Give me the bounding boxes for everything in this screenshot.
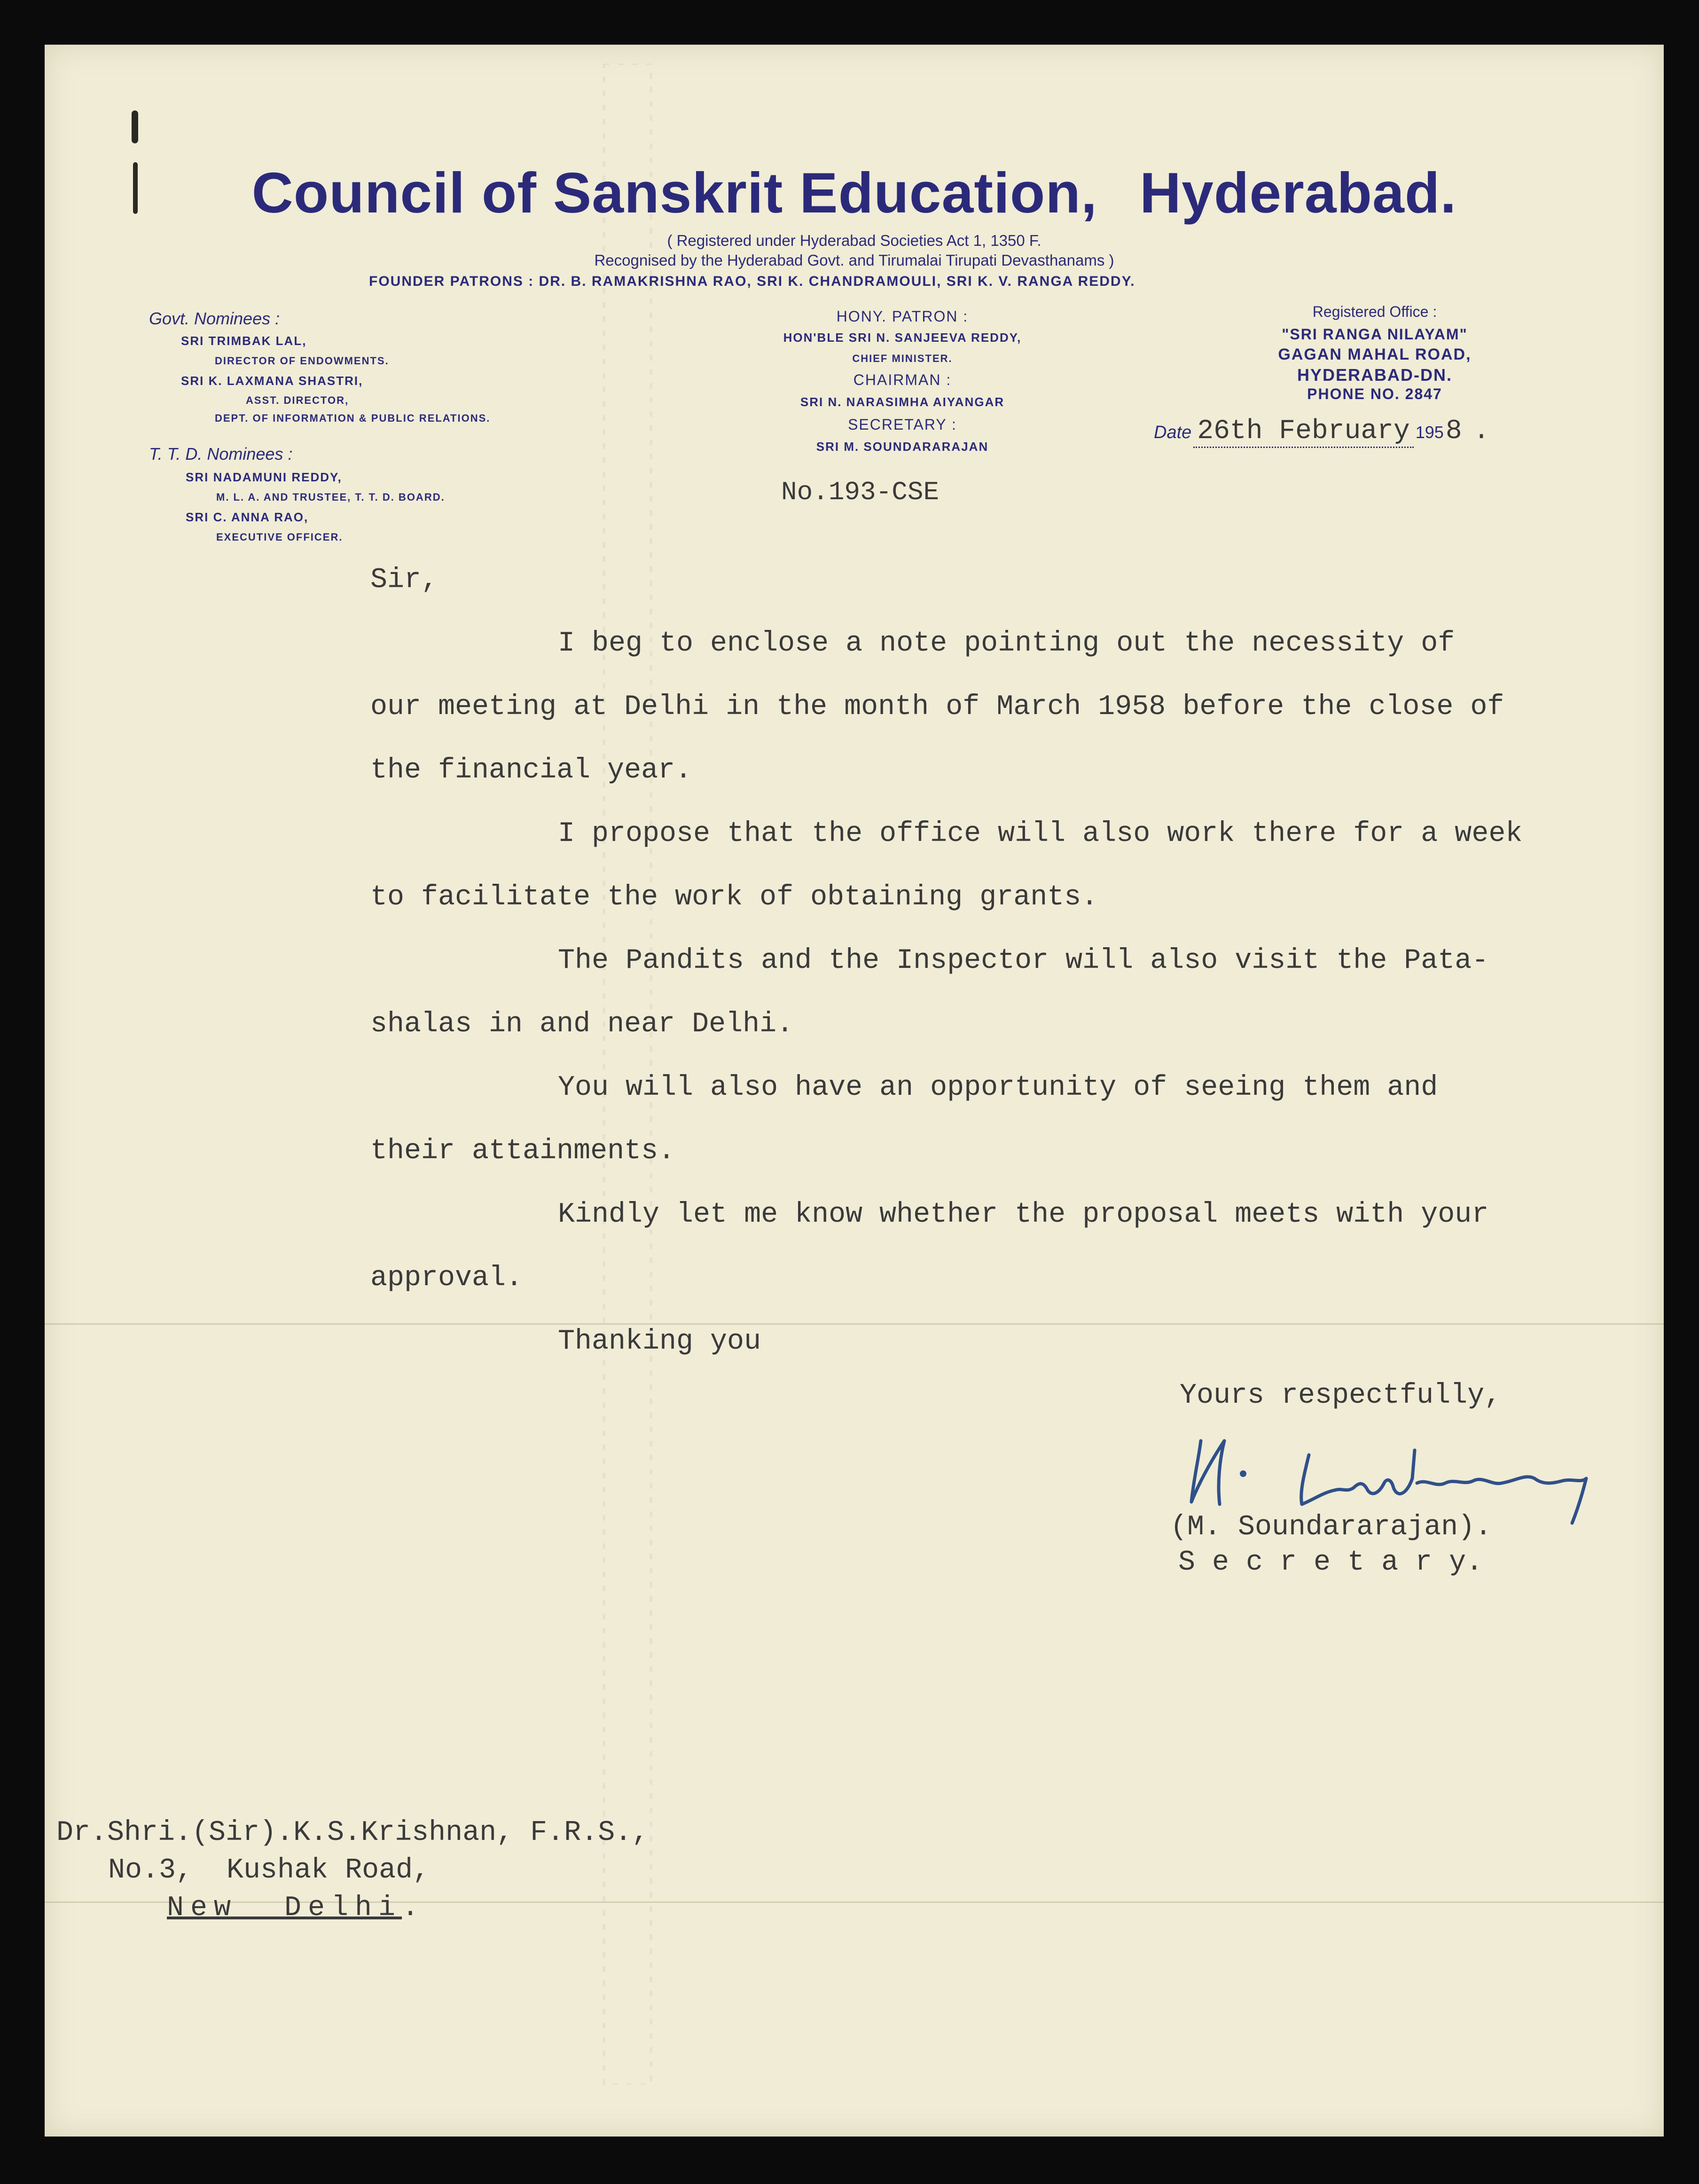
govt-nominee-1-role: DIRECTOR OF ENDOWMENTS.	[215, 355, 389, 367]
signatory-designation: S e c r e t a r y.	[1178, 1547, 1483, 1579]
secretary: SRI M. SOUNDARARAJAN	[816, 440, 989, 454]
hony-patron-heading: HONY. PATRON :	[836, 308, 969, 325]
date-line	[1154, 416, 1489, 447]
ttd-nominee-1: SRI NADAMUNI REDDY,	[186, 470, 342, 484]
body-line: I propose that the office will also work there for a week	[558, 818, 1523, 850]
fold-line	[45, 1323, 1664, 1325]
date-year-typed: 8	[1445, 416, 1462, 447]
chairman-heading: CHAIRMAN :	[853, 371, 952, 388]
address-city: New Delhi	[167, 1892, 402, 1924]
closing: Yours respectfully,	[1180, 1380, 1502, 1412]
hony-patron: HON'BLE SRI N. SANJEEVA REDDY,	[783, 330, 1022, 345]
address-line-3	[167, 1892, 419, 1924]
reference-number: No.193-CSE	[781, 477, 940, 507]
govt-nominee-1: SRI TRIMBAK LAL,	[181, 334, 307, 348]
body-line: You will also have an opportunity of seeing them and	[558, 1072, 1438, 1104]
registration-line: ( Registered under Hyderabad Societies Act 1, 1350 F.	[667, 232, 1041, 249]
ttd-nominees-heading: T. T. D. Nominees :	[149, 444, 293, 464]
govt-nominee-2: SRI K. LAXMANA SHASTRI,	[181, 374, 363, 388]
govt-nominees-heading: Govt. Nominees :	[149, 309, 280, 328]
hony-patron-role: CHIEF MINISTER.	[852, 353, 953, 364]
council-city: Hyderabad.	[1139, 161, 1457, 225]
ttd-nominee-2: SRI C. ANNA RAO,	[186, 510, 309, 524]
chairman: SRI N. NARASIMHA AIYANGAR	[800, 395, 1005, 409]
ttd-nominee-1-role: M. L. A. AND TRUSTEE, T. T. D. BOARD.	[216, 491, 445, 503]
council-name: Council of Sanskrit Education,	[251, 161, 1097, 225]
body-line: our meeting at Delhi in the month of March 1958 before the close of	[370, 691, 1504, 723]
address-line-2: No.3, Kushak Road,	[108, 1854, 430, 1886]
letterhead-title	[45, 160, 1664, 226]
office-address-1: "SRI RANGA NILAYAM"	[1282, 326, 1468, 343]
body-line: the financial year.	[370, 754, 692, 786]
body-line: to facilitate the work of obtaining grants.	[370, 881, 1098, 913]
letter-sheet	[45, 45, 1664, 2137]
date-period: .	[1473, 416, 1490, 447]
ttd-nominee-2-role: EXECUTIVE OFFICER.	[216, 531, 343, 543]
address-period: .	[402, 1892, 419, 1924]
recognition-line: Recognised by the Hyderabad Govt. and Tirumalai Tirupati Devasthanams )	[594, 251, 1114, 269]
body-line: their attainments.	[370, 1135, 675, 1167]
address-line-1: Dr.Shri.(Sir).K.S.Krishnan, F.R.S.,	[56, 1817, 649, 1849]
founder-patrons: FOUNDER PATRONS : DR. B. RAMAKRISHNA RAO, SRI K. CHANDRAMOULI, SRI K. V. RANGA REDDY.	[369, 274, 1135, 289]
secretary-heading: SECRETARY :	[848, 416, 957, 433]
signatory-name: (M. Soundararajan).	[1170, 1511, 1492, 1543]
office-heading: Registered Office :	[1312, 303, 1437, 320]
date-value: 26th February	[1193, 416, 1413, 448]
office-address-2: GAGAN MAHAL ROAD,	[1278, 346, 1472, 363]
date-label: Date	[1154, 423, 1192, 442]
salutation: Sir,	[370, 564, 438, 596]
date-year-printed: 195	[1415, 423, 1444, 442]
body-line: I beg to enclose a note pointing out the necessity of	[558, 628, 1455, 660]
body-line: The Pandits and the Inspector will also visit the Pata-	[558, 945, 1489, 977]
office-phone: PHONE NO. 2847	[1307, 385, 1442, 402]
body-line: Thanking you	[558, 1326, 761, 1358]
body-line: shalas in and near Delhi.	[370, 1008, 794, 1040]
govt-nominee-2-role: ASST. DIRECTOR,	[246, 394, 349, 406]
office-address-3: HYDERABAD-DN.	[1297, 365, 1452, 385]
body-line: Kindly let me know whether the proposal meets with your	[558, 1199, 1489, 1231]
govt-nominee-2-dept: DEPT. OF INFORMATION & PUBLIC RELATIONS.	[215, 412, 491, 424]
punch-hole	[132, 110, 138, 143]
body-line: approval.	[370, 1262, 523, 1294]
